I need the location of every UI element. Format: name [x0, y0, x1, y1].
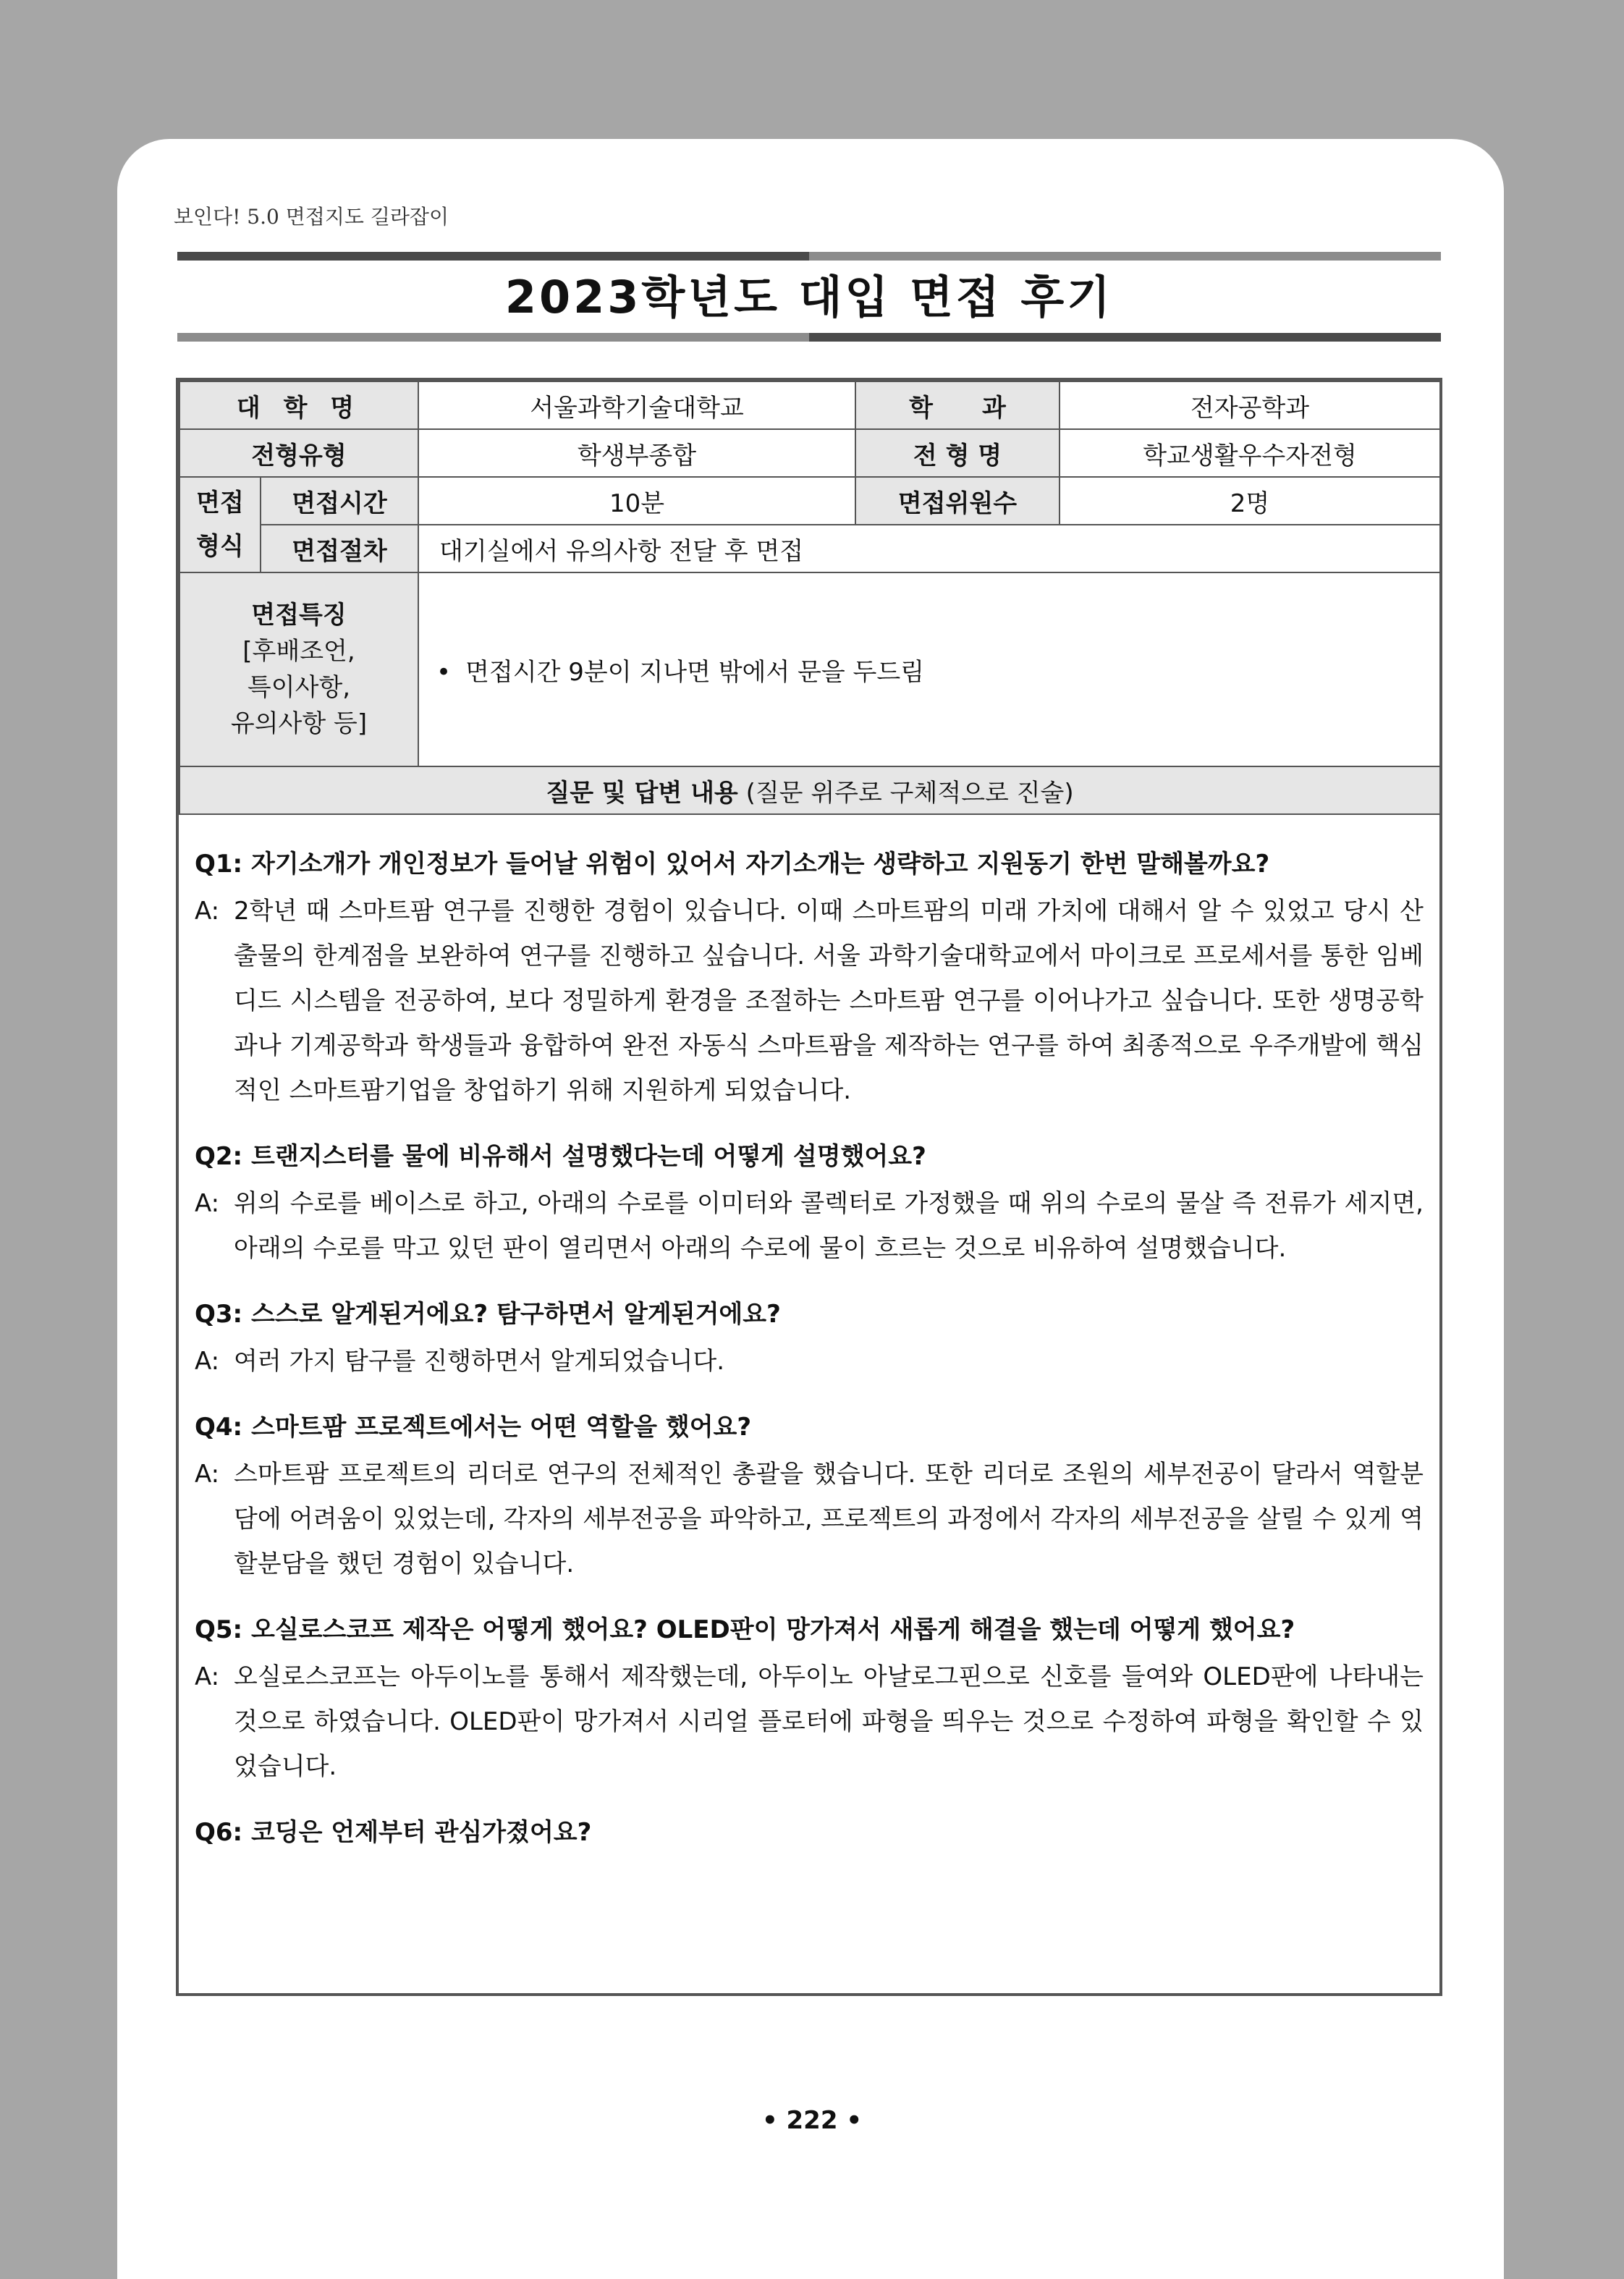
left-edge-stripe — [0, 397, 117, 411]
time-value: 10분 — [418, 477, 855, 525]
features-label-main: 면접특징 — [251, 601, 347, 630]
right-edge-stripe — [1504, 397, 1624, 411]
procedure-label: 면접절차 — [261, 525, 418, 572]
features-label-sub: [후배조언, 특이사항, 유의사항 등] — [230, 637, 368, 738]
section-header-note: (질문 위주로 구체적으로 진술) — [737, 778, 1074, 808]
answer-2 — [195, 1181, 1424, 1271]
answer-5-text: 오실로스코프는 아두이노를 통해서 제작했는데, 아두이노 아날로그핀으로 신호를 들여와 OLED판에 나타내는 것으로 하였습니다. OLED판이 망가져서 시리얼 플로터에 파형을 띄우는 것으로 수정하여 파형을 확인할 수 있었습니다. — [234, 1662, 1424, 1781]
answer-3 — [195, 1339, 1424, 1384]
university-value: 서울과학기술대학교 — [418, 381, 855, 429]
info-table — [179, 381, 1441, 815]
page-title: 2023학년도 대입 면접 후기 — [504, 271, 1114, 324]
answer-5-label: A: — [195, 1662, 220, 1691]
time-label: 면접시간 — [261, 477, 418, 525]
answer-3-label: A: — [195, 1347, 220, 1376]
feature-item: • 면접시간 9분이 지나면 밖에서 문을 두드림 — [436, 658, 924, 687]
admission-name-value: 학교생활우수자전형 — [1060, 429, 1440, 477]
features-value — [418, 572, 1440, 766]
info-row-university — [179, 381, 1440, 429]
answer-2-text: 위의 수로를 베이스로 하고, 아래의 수로를 이미터와 콜렉터로 가정했을 때 위의 수로의 물살 즉 전류가 세지면, 아래의 수로를 막고 있던 판이 열리면서 아래의 수로에 물이 흐르는 것으로 비유하여 설명했습니다. — [234, 1189, 1424, 1263]
answer-1-label: A: — [195, 897, 220, 926]
answer-4-text: 스마트팜 프로젝트의 리더로 연구의 전체적인 총괄을 했습니다. 또한 리더로 조원의 세부전공이 달라서 역할분담에 어려움이 있었는데, 각자의 세부전공을 파악하고, 프로젝트의 과정에서 각자의 세부전공을 살릴 수 있게 역할분담을 했던 경험이 있습니다. — [234, 1460, 1424, 1578]
info-row-procedure — [179, 525, 1440, 572]
interviewers-value: 2명 — [1060, 477, 1440, 525]
title-rule-bottom — [177, 333, 1441, 342]
section-header-bold: 질문 및 답변 내용 — [546, 778, 738, 808]
format-label: 면접 형식 — [179, 477, 261, 572]
answer-3-text: 여러 가지 탐구를 진행하면서 알게되었습니다. — [234, 1347, 725, 1376]
info-row-time — [179, 477, 1440, 525]
info-row-features — [179, 572, 1440, 766]
procedure-value: 대기실에서 유의사항 전달 후 면접 — [418, 525, 1440, 572]
question-5: Q5: 오실로스코프 제작은 어떻게 했어요? OLED판이 망가져서 새롭게 해결을 했는데 어떻게 했어요? — [195, 1615, 1295, 1644]
admission-type-label: 전형유형 — [179, 429, 418, 477]
admission-type-value: 학생부종합 — [418, 429, 855, 477]
page-number: • 222 • — [761, 2106, 863, 2135]
question-1: Q1: 자기소개가 개인정보가 들어날 위험이 있어서 자기소개는 생략하고 지원동기 한번 말해볼까요? — [195, 850, 1270, 879]
department-label: 학 과 — [855, 381, 1060, 429]
interviewers-label: 면접위원수 — [855, 477, 1060, 525]
question-3: Q3: 스스로 알게된거에요? 탐구하면서 알게된거에요? — [195, 1300, 781, 1329]
title-rule-top — [177, 252, 1441, 261]
features-label — [179, 572, 418, 766]
answer-1-text: 2학년 때 스마트팜 연구를 진행한 경험이 있습니다. 이때 스마트팜의 미래 가치에 대해서 알 수 있었고 당시 산출물의 한계점을 보완하여 연구를 진행하고 싶습니다. 서울 과학기술대학교에서 마이크로 프로세서를 통한 임베디드 시스템을 전공하여, 보다 정밀하게 환경을 조절하는 스마트팜 연구를 이어나가고 싶습니다. 또한 생명공학과나 기계공학과 학생들과 융합하여 완전 자동식 스마트팜을 제작하는 연구를 하여 최종적으로 우주개발에 핵심적인 스마트팜기업을 창업하기 위해 지원하게 되었습니다. — [234, 897, 1424, 1105]
answer-1 — [195, 889, 1424, 1113]
question-6: Q6: 코딩은 언제부터 관심가졌어요? — [195, 1818, 592, 1847]
answer-2-label: A: — [195, 1189, 220, 1218]
admission-name-label: 전 형 명 — [855, 429, 1060, 477]
running-header: 보인다! 5.0 면접지도 길라잡이 — [174, 205, 449, 229]
review-box — [176, 378, 1442, 1996]
section-header-row — [179, 766, 1440, 814]
university-label: 대 학 명 — [179, 381, 418, 429]
department-value: 전자공학과 — [1060, 381, 1440, 429]
question-2: Q2: 트랜지스터를 물에 비유해서 설명했다는데 어떻게 설명했어요? — [195, 1142, 926, 1171]
question-4: Q4: 스마트팜 프로젝트에서는 어떤 역할을 했어요? — [195, 1413, 752, 1442]
answer-5 — [195, 1654, 1424, 1789]
qa-list — [179, 815, 1439, 1854]
answer-4-label: A: — [195, 1460, 220, 1489]
answer-4 — [195, 1452, 1424, 1586]
info-row-admission — [179, 429, 1440, 477]
section-header — [179, 766, 1440, 814]
